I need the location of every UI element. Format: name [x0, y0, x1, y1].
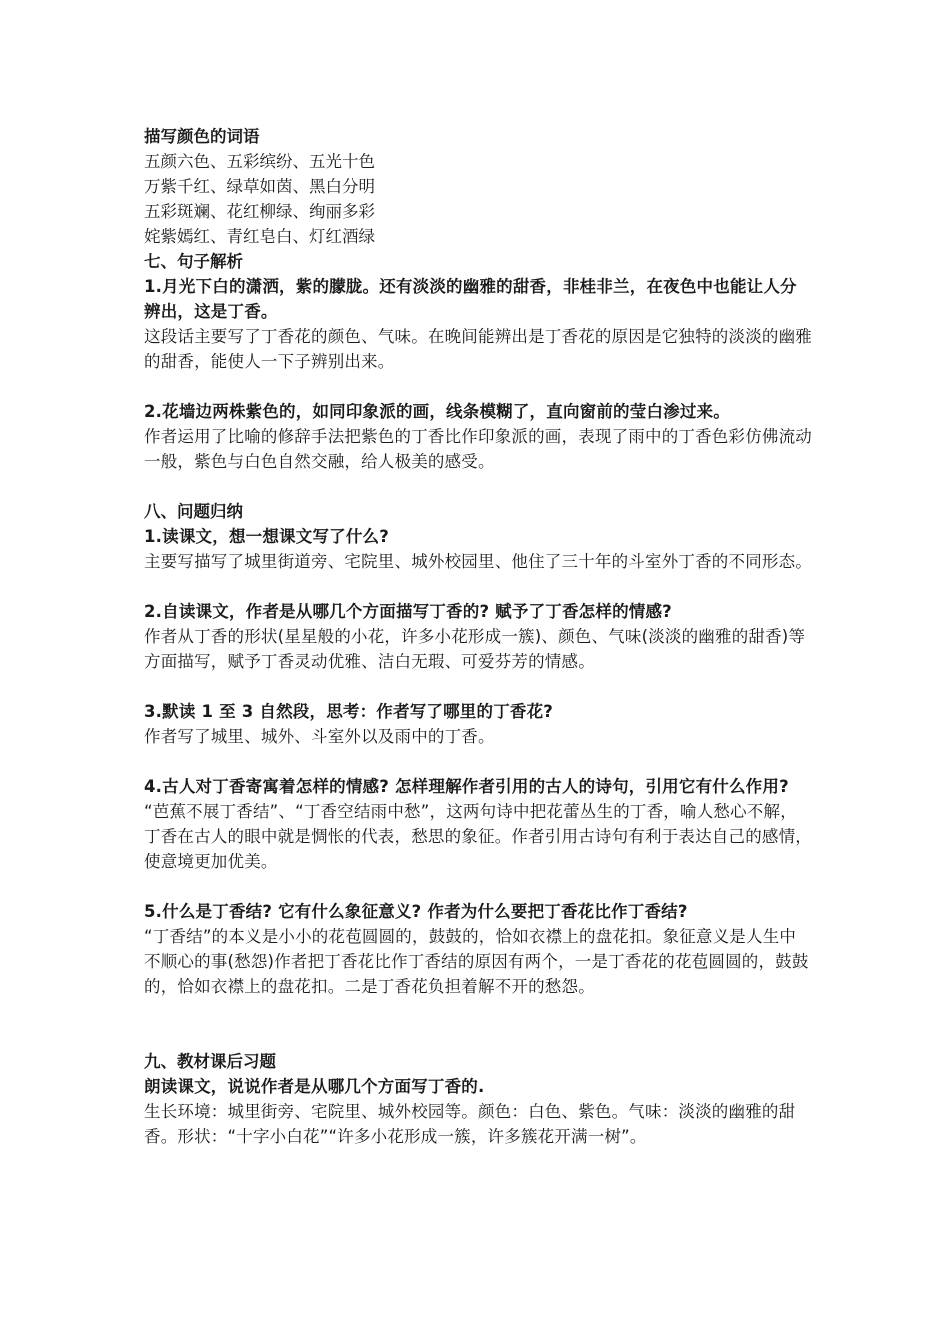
answer: 作者运用了比喻的修辞手法把紫色的丁香比作印象派的画，表现了雨中的丁香色彩仿佛流动一般，紫色与白色自然交融，给人极美的感受。 — [144, 427, 812, 471]
question: 2.自读课文，作者是从哪几个方面描写丁香的? 赋予了丁香怎样的情感? — [144, 602, 672, 621]
question: 1.月光下白的潇洒，紫的朦胧。还有淡淡的幽雅的甜香，非桂非兰，在夜色中也能让人分辨出，这是丁香。 — [144, 277, 797, 321]
document-page — [144, 124, 812, 1149]
question: 1.读课文，想一想课文写了什么? — [144, 527, 390, 546]
color-words-line: 万紫千红、绿草如茵、黑白分明 — [144, 177, 375, 196]
answer: 这段话主要写了丁香花的颜色、气味。在晚间能辨出是丁香花的原因是它独特的淡淡的幽雅的甜香，能使人一下子辨别出来。 — [144, 327, 812, 371]
color-words-line: 姹紫嫣红、青红皂白、灯红酒绿 — [144, 227, 375, 246]
color-words-line: 五颜六色、五彩缤纷、五光十色 — [144, 152, 375, 171]
answer: 作者写了城里、城外、斗室外以及雨中的丁香。 — [144, 727, 495, 746]
answer: “芭蕉不展丁香结”、“丁香空结雨中愁”，这两句诗中把花蕾丛生的丁香，喻人愁心不解，丁香在古人的眼中就是惆怅的代表，愁思的象征。作者引用古诗句有利于表达自己的感情，使意境更加优美。 — [144, 802, 812, 871]
question: 5.什么是丁香结? 它有什么象征意义? 作者为什么要把丁香花比作丁香结? — [144, 902, 688, 921]
question: 4.古人对丁香寄寓着怎样的情感? 怎样理解作者引用的古人的诗句，引用它有什么作用? — [144, 777, 789, 796]
color-words-line: 五彩斑斓、花红柳绿、绚丽多彩 — [144, 202, 375, 221]
answer: 主要写描写了城里街道旁、宅院里、城外校园里、他住了三十年的斗室外丁香的不同形态。 — [144, 552, 812, 571]
section-heading: 七、句子解析 — [144, 252, 243, 271]
section-heading: 九、教材课后习题 — [144, 1052, 276, 1071]
answer: 作者从丁香的形状(星星般的小花，许多小花形成一簇)、颜色、气味(淡淡的幽雅的甜香)等方面描写，赋予丁香灵动优雅、洁白无瑕、可爱芬芳的情感。 — [144, 627, 806, 671]
answer: 生长环境：城里街旁、宅院里、城外校园等。颜色：白色、紫色。气味：淡淡的幽雅的甜香。形状：“十字小白花”“许多小花形成一簇，许多簇花开满一树”。 — [144, 1102, 796, 1146]
question: 朗读课文，说说作者是从哪几个方面写丁香的. — [144, 1077, 485, 1096]
question: 3.默读 1 至 3 自然段，思考：作者写了哪里的丁香花? — [144, 702, 554, 721]
color-words-heading: 描写颜色的词语 — [144, 127, 260, 146]
answer: “丁香结”的本义是小小的花苞圆圆的，鼓鼓的，恰如衣襟上的盘花扣。象征意义是人生中不顺心的事(愁怨)作者把丁香花比作丁香结的原因有两个，一是丁香花的花苞圆圆的，鼓鼓的，恰如衣襟上的盘花扣。二是丁香花负担着解不开的愁怨。 — [144, 927, 809, 996]
section-heading: 八、问题归纳 — [144, 502, 243, 521]
question: 2.花墙边两株紫色的，如同印象派的画，线条模糊了，直向窗前的莹白渗过来。 — [144, 402, 730, 421]
